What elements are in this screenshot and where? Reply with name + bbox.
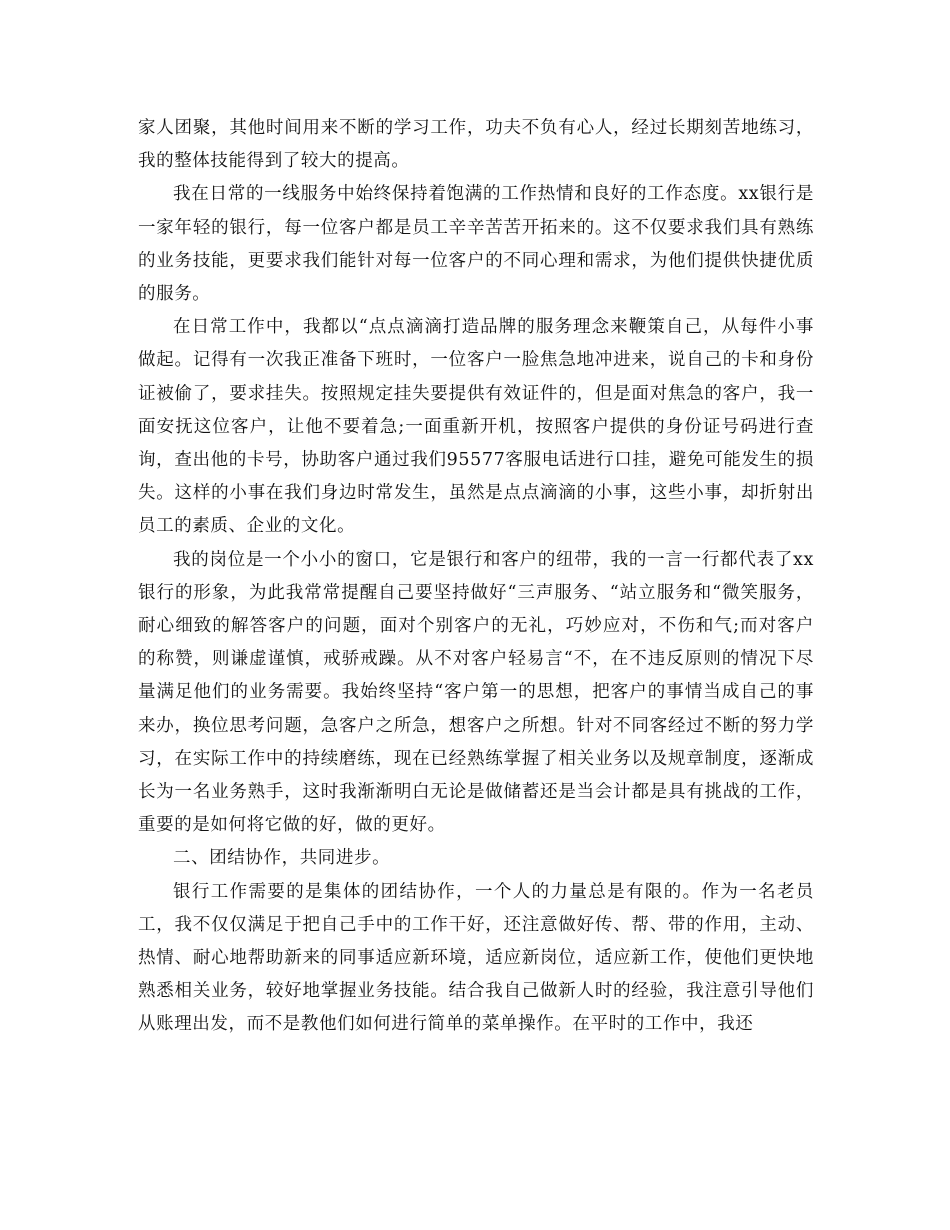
- paragraph-1: 家人团聚，其他时间用来不断的学习工作，功夫不负有心人，经过长期刻苦地练习，我的整体技能得到了较大的提高。: [138, 118, 814, 172]
- paragraph-3: 在日常工作中，我都以“点点滴滴打造品牌的服务理念来鞭策自己，从每件小事做起。记得有一次我正准备下班时，一位客户一脸焦急地冲进来，说自己的卡和身份证被偷了，要求挂失。按照规定挂失要提供有效证件的，但是面对焦急的客户，我一面安抚这位客户，让他不要着急;一面重新开机，按照客户提供的身份证号码进行查询，查出他的卡号，协助客户通过我们95577客服电话进行口挂，避免可能发生的损失。这样的小事在我们身边时常发生，虽然是点点滴滴的小事，这些小事，却折射出员工的素质、企业的文化。: [138, 317, 814, 537]
- paragraph-2: 我在日常的一线服务中始终保持着饱满的工作热情和良好的工作态度。xx银行是一家年轻的银行，每一位客户都是员工辛辛苦苦开拓来的。这不仅要求我们具有熟练的业务技能，更要求我们能针对每一位客户的不同心理和需求，为他们提供快捷优质的服务。: [138, 184, 814, 305]
- paragraph-5: 银行工作需要的是集体的团结协作，一个人的力量总是有限的。作为一名老员工，我不仅仅满足于把自己手中的工作干好，还注意做好传、帮、带的作用，主动、热情、耐心地帮助新来的同事适应新环境，适应新岗位，适应新工作，使他们更快地熟悉相关业务，较好地掌握业务技能。结合我自己做新人时的经验，我注意引导他们从账理出发，而不是教他们如何进行简单的菜单操作。在平时的工作中，我还: [138, 881, 814, 1035]
- paragraph-4: 我的岗位是一个小小的窗口，它是银行和客户的纽带，我的一言一行都代表了xx银行的形象，为此我常常提醒自己要坚持做好“三声服务、“站立服务和“微笑服务，耐心细致的解答客户的问题，面对个别客户的无礼，巧妙应对，不伤和气;而对客户的称赞，则谦虚谨慎，戒骄戒躁。从不对客户轻易言“不，在不违反原则的情况下尽量满足他们的业务需要。我始终坚持“客户第一的思想，把客户的事情当成自己的事来办，换位思考问题，急客户之所急，想客户之所想。针对不同客经过不断的努力学习，在实际工作中的持续磨练，现在已经熟练掌握了相关业务以及规章制度，逐渐成长为一名业务熟手，这时我渐渐明白无论是做储蓄还是当会计都是具有挑战的工作，重要的是如何将它做的好，做的更好。: [138, 549, 814, 836]
- document-body: [138, 112, 814, 1042]
- section-heading: 二、团结协作，共同进步。: [173, 848, 391, 869]
